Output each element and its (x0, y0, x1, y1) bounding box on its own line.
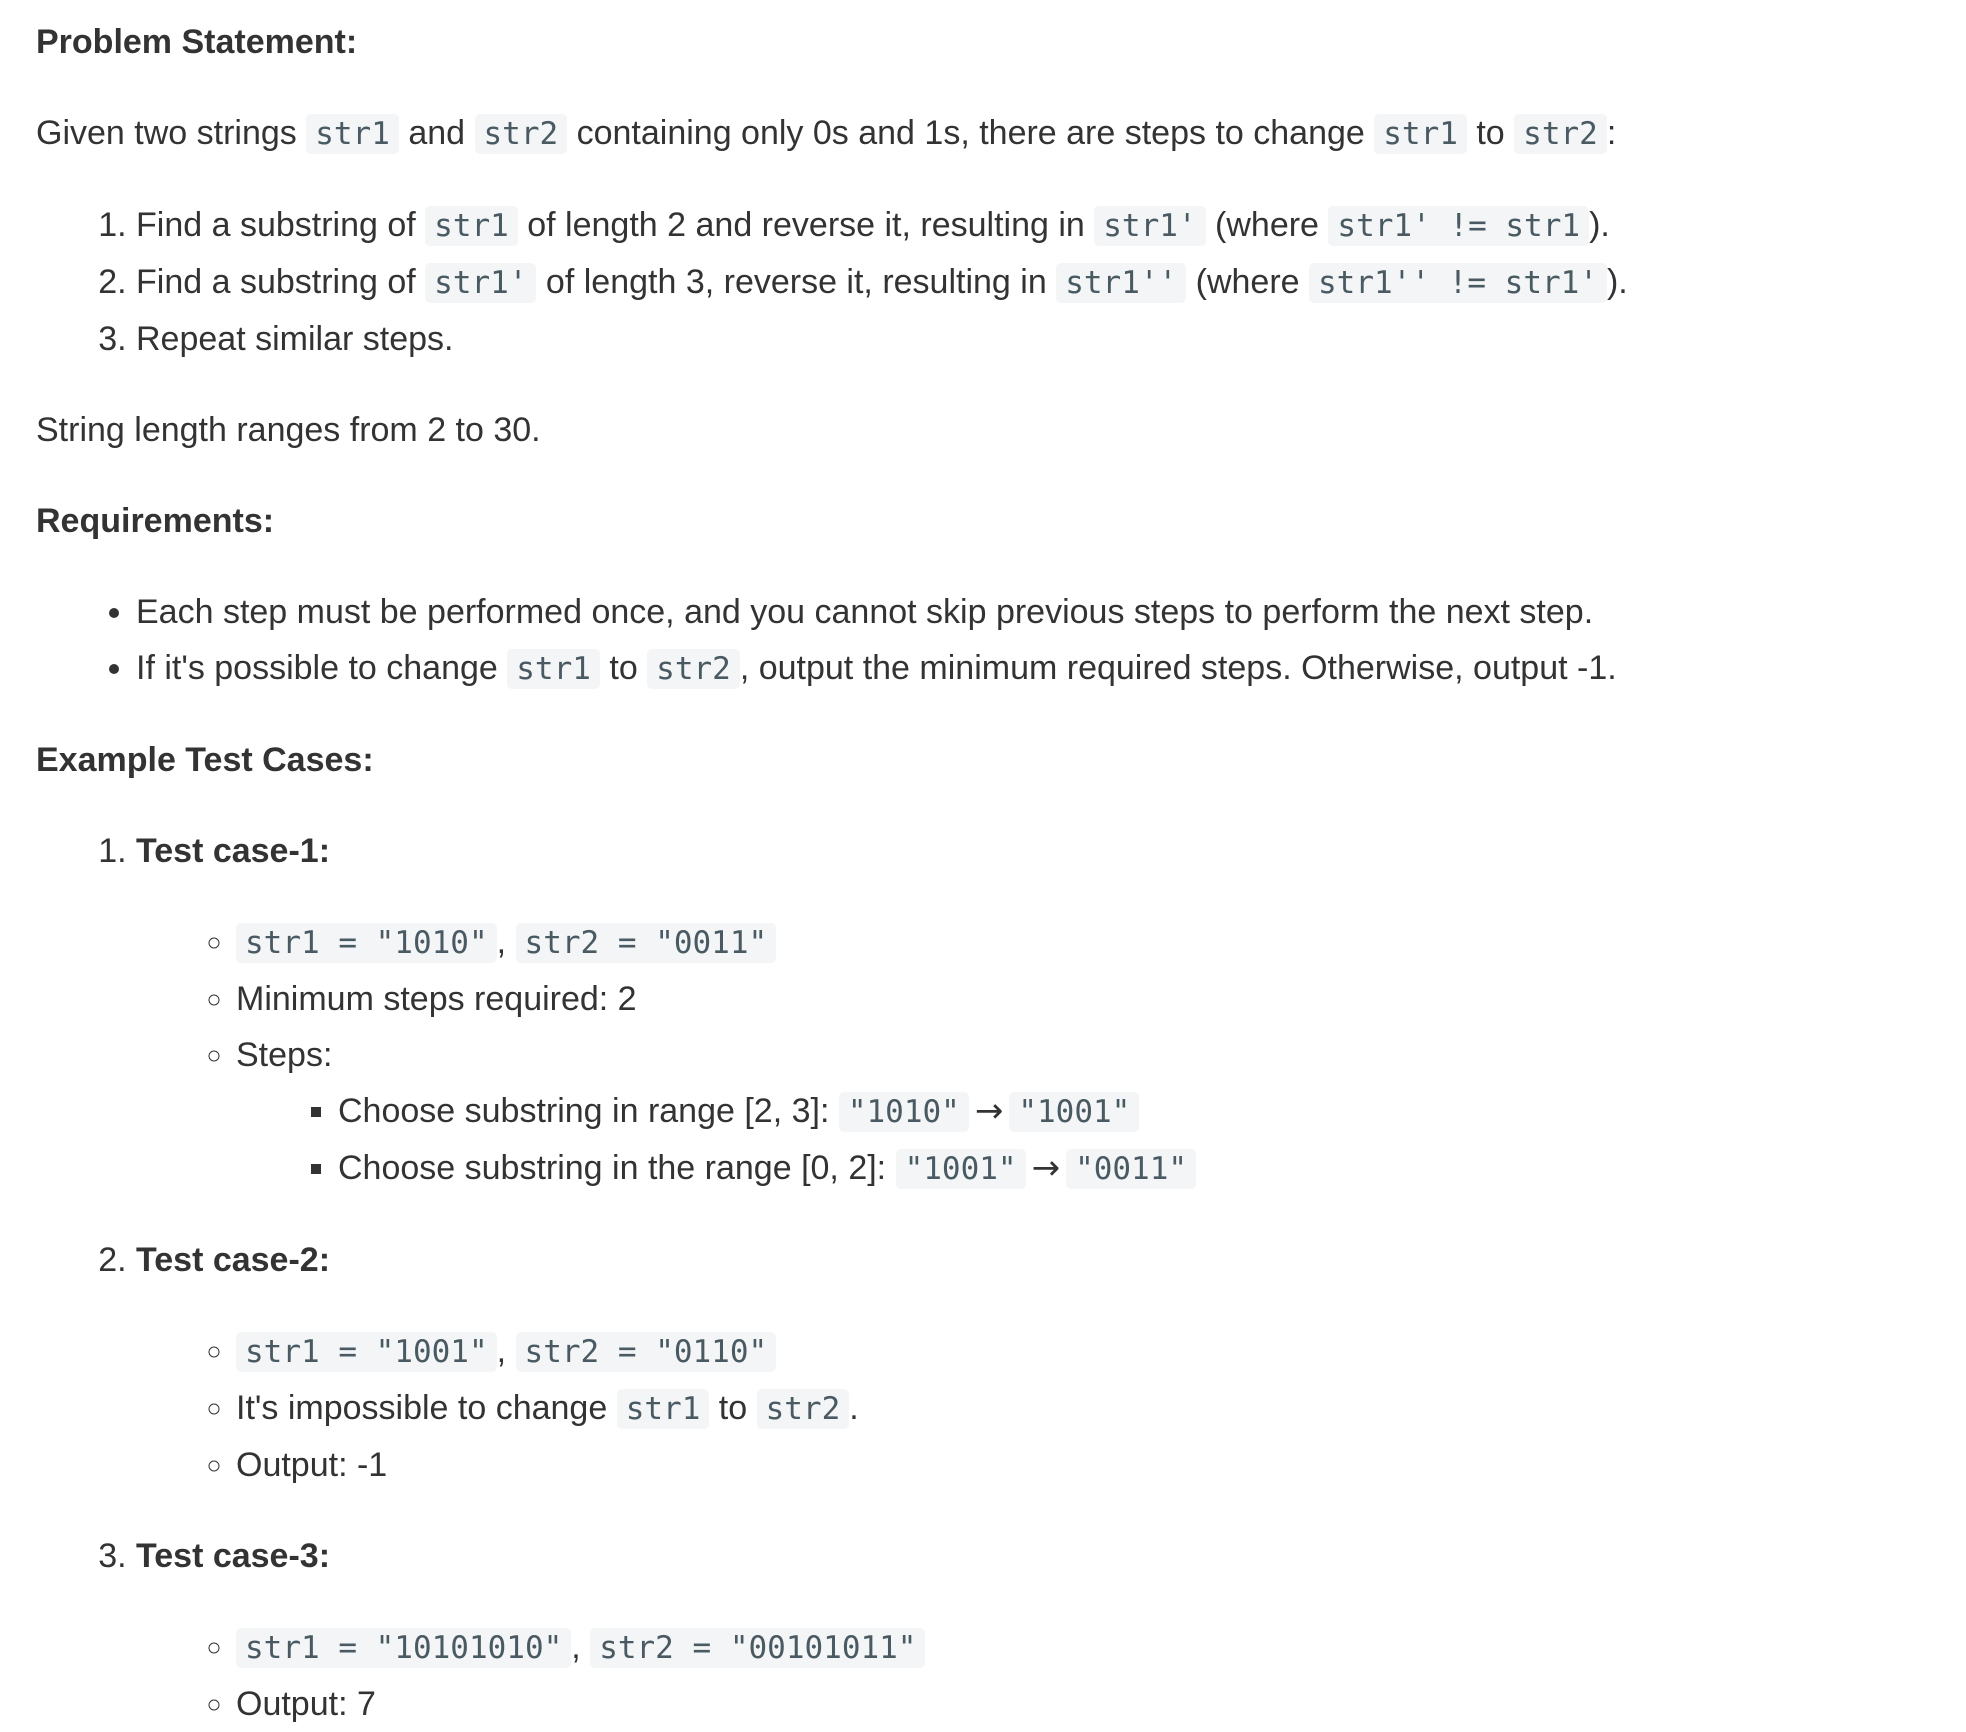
inline-code: str1' != str1 (1328, 206, 1589, 246)
inline-code: str2 (1514, 114, 1607, 154)
right-arrow-icon: → (1031, 1148, 1061, 1188)
steps-label: Steps: (236, 1036, 333, 1074)
inline-code: str1 = "1001" (236, 1332, 497, 1372)
case-text: . (849, 1389, 859, 1427)
inline-code: str1 (425, 206, 518, 246)
requirement-text: to (599, 649, 648, 687)
problem-intro (36, 105, 1930, 162)
inline-code: "0011" (1066, 1149, 1196, 1189)
inline-code: str1 = "10101010" (236, 1628, 571, 1668)
requirement-item (136, 584, 1930, 640)
inline-code: str2 (757, 1389, 850, 1429)
substep-item (338, 1083, 1930, 1140)
test-case-details (136, 1619, 1930, 1732)
inline-code: str1 (507, 649, 600, 689)
test-case-impossible (236, 1380, 1930, 1437)
example-test-cases-heading: Example Test Cases: (36, 741, 374, 779)
problem-statement-heading: Problem Statement: (36, 23, 358, 61)
requirement-text: , output the minimum required steps. Otherwise, output -1. (739, 649, 1617, 687)
case-text: to (709, 1389, 757, 1427)
inline-code: str1 = "1010" (236, 923, 497, 963)
separator: , (496, 923, 507, 961)
length-note: String length ranges from 2 to 30. (36, 411, 541, 449)
intro-text: and (398, 114, 475, 152)
requirement-text: Each step must be performed once, and you cannot skip previous steps to perform the next step. (136, 593, 1594, 631)
steps-list (36, 197, 1930, 367)
test-case-2 (136, 1232, 1930, 1493)
inline-code: str1' (1094, 206, 1205, 246)
requirement-text: If it's possible to change (136, 649, 508, 687)
test-case-title: 2. Test case-2: (136, 1241, 331, 1279)
test-case-min-steps: ◦ Minimum steps required: 2 (236, 971, 1930, 1027)
test-case-output: ◦ Output: 7 (236, 1676, 1930, 1732)
test-case-1 (136, 823, 1930, 1197)
test-cases-list (36, 823, 1930, 1732)
inline-code: "1001" (896, 1149, 1026, 1189)
inline-code: str2 (475, 114, 568, 154)
inline-code: str2 (647, 649, 740, 689)
step-text: ). (1589, 206, 1610, 244)
requirements-heading: Requirements: (36, 502, 275, 540)
test-case-details (136, 914, 1930, 1197)
test-case-output: ◦ Output: -1 (236, 1437, 1930, 1493)
right-arrow-icon: → (974, 1091, 1004, 1131)
step-text: of length 3, reverse it, resulting in (536, 263, 1057, 301)
test-case-input (236, 1323, 1930, 1380)
inline-code: str1 (617, 1389, 710, 1429)
requirements-list (36, 584, 1930, 697)
requirement-item (136, 640, 1930, 697)
step-text: Repeat similar steps. (136, 320, 454, 358)
intro-text: containing only 0s and 1s, there are steps to change (567, 114, 1375, 152)
test-case-steps (236, 1027, 1930, 1197)
inline-code: "1001" (1009, 1092, 1139, 1132)
inline-code: str1'' (1056, 263, 1186, 303)
substep-text: Choose substring in the range [0, 2]: (338, 1149, 896, 1187)
substep-text: Choose substring in range [2, 3]: (338, 1092, 839, 1130)
intro-text: to (1466, 114, 1515, 152)
inline-code: str1 (1374, 114, 1467, 154)
inline-code: str1'' != str1' (1309, 263, 1607, 303)
test-case-input (236, 914, 1930, 971)
test-case-input (236, 1619, 1930, 1676)
inline-code: str1' (425, 263, 536, 303)
inline-code: "1010" (839, 1092, 969, 1132)
inline-code: str2 = "00101011" (590, 1628, 925, 1668)
substeps-list (236, 1083, 1930, 1197)
test-case-details (136, 1323, 1930, 1493)
test-case-3 (136, 1528, 1930, 1732)
step-text: (where (1186, 263, 1310, 301)
separator: , (496, 1332, 507, 1370)
step-text: Find a substring of (136, 206, 426, 244)
test-case-title: 1. Test case-1: (136, 832, 331, 870)
step-text: ). (1606, 263, 1628, 301)
step-item (136, 311, 1930, 367)
step-item (136, 197, 1930, 254)
substep-item (338, 1140, 1930, 1197)
intro-text: Given two strings (36, 114, 307, 152)
step-item (136, 254, 1930, 311)
inline-code: str2 = "0110" (516, 1332, 777, 1372)
step-text: of length 2 and reverse it, resulting in (517, 206, 1095, 244)
step-text: (where (1205, 206, 1329, 244)
inline-code: str1 (306, 114, 399, 154)
step-text: Find a substring of (136, 263, 426, 301)
inline-code: str2 = "0011" (516, 923, 777, 963)
intro-text: : (1606, 114, 1617, 152)
separator: , (571, 1628, 581, 1666)
case-text: It's impossible to change (236, 1389, 617, 1427)
test-case-title: 3. Test case-3: (136, 1537, 331, 1575)
